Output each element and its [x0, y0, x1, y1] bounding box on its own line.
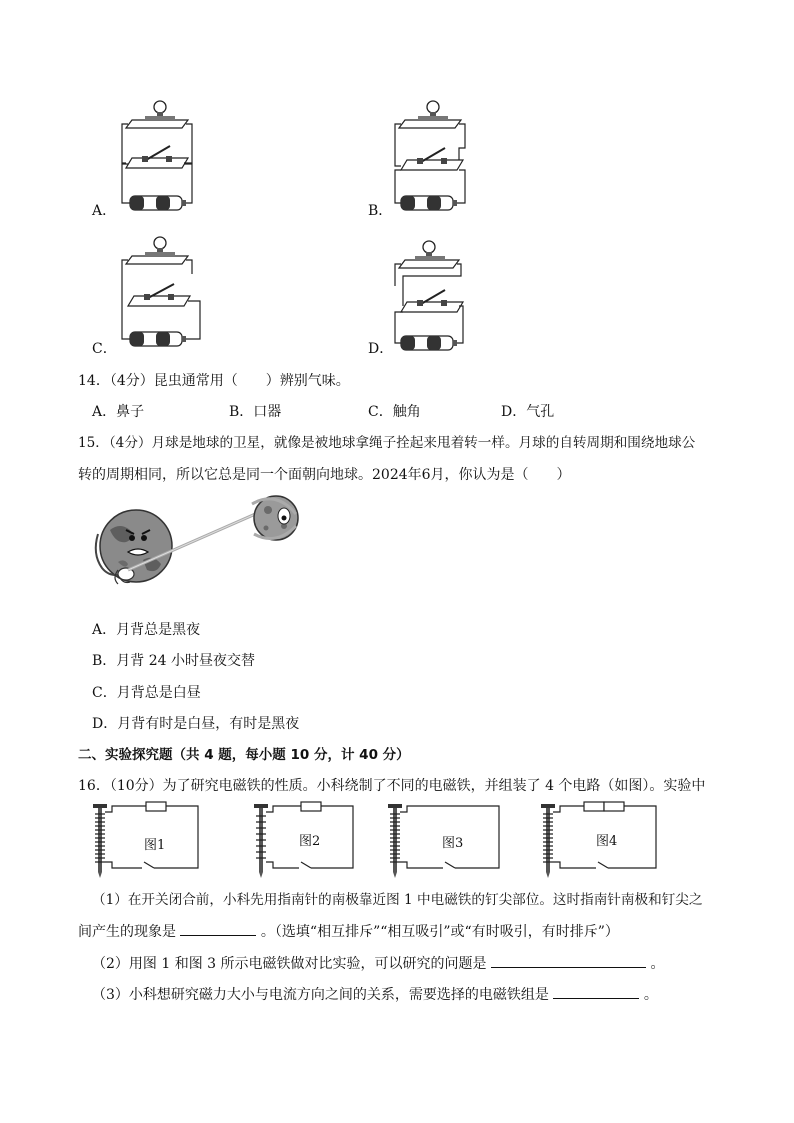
circuit-diagram-c — [118, 234, 204, 352]
q16-sub2-answer-blank[interactable] — [491, 953, 646, 968]
earth-moon-illustration — [88, 490, 303, 586]
q14-option-a[interactable]: A．鼻子 — [92, 404, 145, 420]
q14-option-c[interactable]: C．触角 — [368, 404, 421, 420]
q14-option-b[interactable]: B．口器 — [229, 404, 282, 420]
q16-sub1-line2-prefix: 间产生的现象是 — [78, 924, 176, 940]
q13-option-a-label[interactable]: A． — [92, 203, 117, 219]
q13-option-d-label[interactable]: D． — [368, 341, 394, 357]
q16-sub2-suffix: 。 — [650, 956, 665, 972]
figure-4-label: 图4 — [596, 834, 618, 849]
q15-stem-line1: 15．（4分）月球是地球的卫星，就像是被地球拿绳子拴起来甩着转一样。月球的自转周期和围绕地球公 — [78, 435, 696, 451]
section-heading: 二、实验探究题（共 4 题，每小题 10 分，计 40 分） — [78, 747, 410, 763]
figure-1-label: 图1 — [144, 838, 166, 853]
q13-option-c-label[interactable]: C． — [92, 341, 117, 357]
q16-sub1-line2-suffix: 。（选填“相互排斥”“相互吸引”或“有时吸引，有时排斥”） — [260, 924, 619, 940]
q15-option-a[interactable]: A．月背总是黑夜 — [92, 622, 201, 638]
q13-option-b-label[interactable]: B． — [368, 203, 393, 219]
q16-sub1-answer-blank[interactable] — [180, 921, 256, 936]
q16-sub2-prefix: （2）用图 1 和图 3 所示电磁铁做对比实验，可以研究的问题是 — [92, 956, 487, 972]
figure-2-label: 图2 — [299, 834, 321, 849]
q16-sub1-line1: （1）在开关闭合前，小科先用指南针的南极靠近图 1 中电磁铁的钉尖部位。这时指南针南极和钉尖之 — [92, 892, 703, 908]
q15-option-c[interactable]: C．月背总是白昼 — [92, 685, 201, 701]
q16-stem: 16．（10分）为了研究电磁铁的性质。小科绕制了不同的电磁铁，并组装了 4 个电路（如图）。实验中 — [78, 778, 706, 794]
q16-sub1-line2 — [78, 921, 619, 942]
q16-sub3-prefix: （3）小科想研究磁力大小与电流方向之间的关系，需要选择的电磁铁组是 — [92, 987, 549, 1003]
q16-sub3-suffix: 。 — [643, 987, 658, 1003]
figure-3-label: 图3 — [442, 836, 464, 851]
q14-stem: 14．（4分）昆虫通常用（ ）辨别气味。 — [78, 373, 350, 389]
q16-sub2 — [92, 953, 664, 974]
circuit-diagram-a — [118, 98, 198, 216]
q15-option-b[interactable]: B．月背 24 小时昼夜交替 — [92, 653, 256, 669]
q15-option-d[interactable]: D．月背有时是白昼，有时是黑夜 — [92, 716, 300, 732]
circuit-diagram-d — [393, 236, 473, 354]
q14-option-d[interactable]: D．气孔 — [501, 404, 555, 420]
q15-stem-line2: 转的周期相同，所以它总是同一个面朝向地球。2024年6月，你认为是（ ） — [78, 467, 571, 483]
q16-sub3-answer-blank[interactable] — [553, 984, 639, 999]
q16-sub3 — [92, 984, 658, 1005]
circuit-diagram-b — [393, 98, 473, 216]
